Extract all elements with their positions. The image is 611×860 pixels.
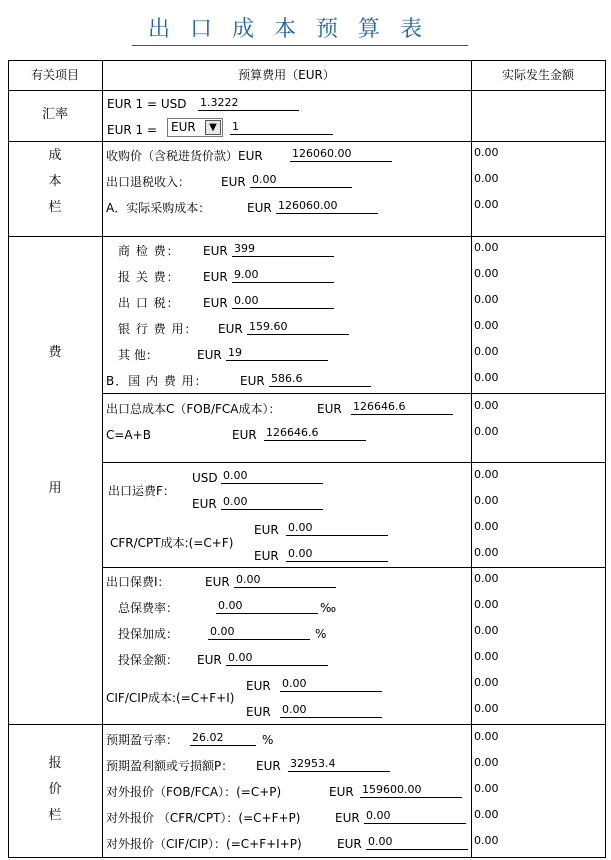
freight-usd-currency: USD — [192, 471, 218, 485]
actual-customs: 0.00 — [474, 267, 499, 280]
cif-cost-label: CIF/CIP成本:(=C+F+I) — [106, 691, 235, 705]
actual-bank-fee: 0.00 — [474, 319, 499, 332]
bank-fee-input[interactable]: 159.60 — [247, 320, 349, 335]
cfr-quote-currency: EUR — [335, 811, 360, 825]
insured-amount-currency: EUR — [197, 653, 222, 667]
purchase-label: 收购价（含税进货价款）EUR — [106, 149, 263, 163]
header-actual: 实际发生金额 — [501, 68, 574, 82]
profit-label: 预期盈利额或亏损额P： — [106, 759, 234, 773]
fees-section-label-1: 费 — [48, 345, 62, 360]
actual-freight-eur: 0.00 — [474, 494, 499, 507]
cif-input-2[interactable]: 0.00 — [280, 703, 382, 718]
markup-label: 投保加成： — [118, 627, 179, 641]
domestic-fee-currency: EUR — [240, 374, 265, 388]
insurance-input[interactable]: 0.00 — [234, 573, 336, 588]
domestic-fee-input[interactable]: 586.6 — [269, 372, 371, 387]
premium-rate-unit: ‰ — [320, 601, 337, 615]
bank-fee-label: 银 行 费 用： — [118, 322, 198, 336]
header-budget: 预算费用（EUR） — [238, 68, 335, 82]
refund-currency: EUR — [221, 175, 246, 189]
fob-cost-label: 出口总成本C（FOB/FCA成本）： — [106, 402, 281, 416]
actual-cost-label: A．实际采购成本： — [106, 201, 211, 215]
cfr-quote-input[interactable]: 0.00 — [364, 809, 466, 824]
actual-export-tax: 0.00 — [474, 293, 499, 306]
freight-usd-input[interactable]: 0.00 — [221, 469, 323, 484]
chevron-down-icon: ▼ — [205, 120, 221, 135]
customs-fee-currency: EUR — [203, 270, 228, 284]
rate-section-label: 汇率 — [41, 107, 68, 122]
actual-profit: 0.00 — [474, 756, 499, 769]
cfr-quote-label: 对外报价 （CFR/CPT）：(=C+F+P) — [106, 811, 301, 825]
title-underline — [132, 45, 468, 46]
inspection-fee-input[interactable]: 399 — [232, 242, 334, 257]
cfr-currency-1: EUR — [254, 523, 279, 537]
cost-section-label: 成 本 栏 — [48, 148, 62, 215]
markup-input[interactable]: 0.00 — [208, 625, 310, 640]
customs-fee-input[interactable]: 9.00 — [232, 268, 334, 283]
domestic-fee-label: B．国 内 费 用： — [106, 374, 208, 388]
actual-cfr-quote: 0.00 — [474, 808, 499, 821]
actual-c: 0.00 — [474, 425, 499, 438]
actual-refund: 0.00 — [474, 172, 499, 185]
cif-currency-1: EUR — [246, 679, 271, 693]
inspection-fee-label: 商 检 费： — [118, 244, 180, 258]
insurance-label: 出口保费I： — [106, 575, 170, 589]
freight-eur-currency: EUR — [192, 497, 217, 511]
actual-markup: 0.00 — [474, 624, 499, 637]
actual-freight-usd: 0.00 — [474, 468, 499, 481]
actual-margin: 0.00 — [474, 730, 499, 743]
actual-domestic: 0.00 — [474, 371, 499, 384]
other-fee-currency: EUR — [197, 348, 222, 362]
cif-input-1[interactable]: 0.00 — [280, 677, 382, 692]
fob-quote-currency: EUR — [329, 785, 354, 799]
actual-cif-2: 0.00 — [474, 702, 499, 715]
markup-unit: % — [315, 627, 327, 641]
bank-fee-currency: EUR — [218, 322, 243, 336]
margin-label: 预期盈亏率： — [106, 733, 179, 747]
c-input[interactable]: 126646.6 — [264, 426, 366, 441]
cfr-input-2[interactable]: 0.00 — [286, 547, 388, 562]
fob-quote-input[interactable]: 159600.00 — [360, 783, 462, 798]
other-fee-label: 其 他： — [118, 348, 158, 362]
margin-input[interactable]: 26.02 — [190, 731, 256, 746]
refund-label: 出口退税收入： — [106, 175, 191, 189]
page-header — [0, 8, 611, 42]
profit-input[interactable]: 32953.4 — [288, 757, 390, 772]
export-tax-label: 出 口 税： — [118, 296, 180, 310]
actual-fob-quote: 0.00 — [474, 782, 499, 795]
rate-line2-label: EUR 1 = — [107, 123, 158, 137]
currency-rate-input[interactable]: 1 — [230, 120, 333, 135]
c-currency: EUR — [232, 428, 257, 442]
fees-section-label-2: 用 — [48, 481, 62, 496]
quote-section-label: 报 价 栏 — [48, 756, 62, 823]
premium-rate-label: 总保费率： — [118, 601, 179, 615]
actual-fob-cost: 0.00 — [474, 399, 499, 412]
header-items: 有关项目 — [30, 68, 79, 82]
other-fee-input[interactable]: 19 — [226, 346, 328, 361]
cfr-currency-2: EUR — [254, 549, 279, 563]
margin-unit: % — [262, 733, 274, 747]
actual-premium-rate: 0.00 — [474, 598, 499, 611]
cif-quote-currency: EUR — [337, 837, 362, 851]
profit-currency: EUR — [256, 759, 281, 773]
cif-currency-2: EUR — [246, 705, 271, 719]
actual-cif-1: 0.00 — [474, 676, 499, 689]
rate-line1-label: EUR 1 = USD — [107, 97, 187, 111]
fob-cost-input[interactable]: 126646.6 — [351, 400, 453, 415]
actual-insured-amount: 0.00 — [474, 650, 499, 663]
actual-cost-currency: EUR — [247, 201, 272, 215]
inspection-fee-currency: EUR — [203, 244, 228, 258]
actual-other: 0.00 — [474, 345, 499, 358]
actual-inspection: 0.00 — [474, 241, 499, 254]
cif-quote-label: 对外报价（CIF/CIP）：(=C+F+I+P) — [106, 837, 302, 851]
currency-selected-value: EUR — [171, 120, 196, 134]
page-title: 出口成本预算表 — [148, 17, 443, 42]
export-tax-input[interactable]: 0.00 — [232, 294, 334, 309]
insurance-currency: EUR — [205, 575, 230, 589]
freight-eur-input[interactable]: 0.00 — [221, 495, 323, 510]
refund-input[interactable]: 0.00 — [250, 173, 352, 188]
export-tax-currency: EUR — [203, 296, 228, 310]
actual-cost-a: 0.00 — [474, 198, 499, 211]
actual-cost-input[interactable]: 126060.00 — [276, 199, 378, 214]
cfr-input-1[interactable]: 0.00 — [286, 521, 388, 536]
cfr-cost-label: CFR/CPT成本:(=C+F) — [110, 536, 234, 550]
actual-cfr-1: 0.00 — [474, 520, 499, 533]
cif-quote-input[interactable]: 0.00 — [366, 835, 468, 850]
insured-amount-input[interactable]: 0.00 — [226, 651, 328, 666]
actual-purchase: 0.00 — [474, 146, 499, 159]
actual-cif-quote: 0.00 — [474, 834, 499, 847]
purchase-input[interactable]: 126060.00 — [290, 147, 392, 162]
insured-amount-label: 投保金额： — [118, 653, 179, 667]
c-formula-label: C=A+B — [106, 428, 151, 442]
actual-insurance: 0.00 — [474, 572, 499, 585]
fob-quote-label: 对外报价（FOB/FCA）：(=C+P) — [106, 785, 282, 799]
freight-label: 出口运费F： — [108, 484, 175, 498]
premium-rate-input[interactable]: 0.00 — [216, 599, 318, 614]
fob-cost-currency: EUR — [317, 402, 342, 416]
customs-fee-label: 报 关 费： — [118, 270, 180, 284]
actual-cfr-2: 0.00 — [474, 546, 499, 559]
usd-rate-input[interactable]: 1.3222 — [198, 96, 299, 111]
currency-select[interactable] — [167, 118, 223, 137]
